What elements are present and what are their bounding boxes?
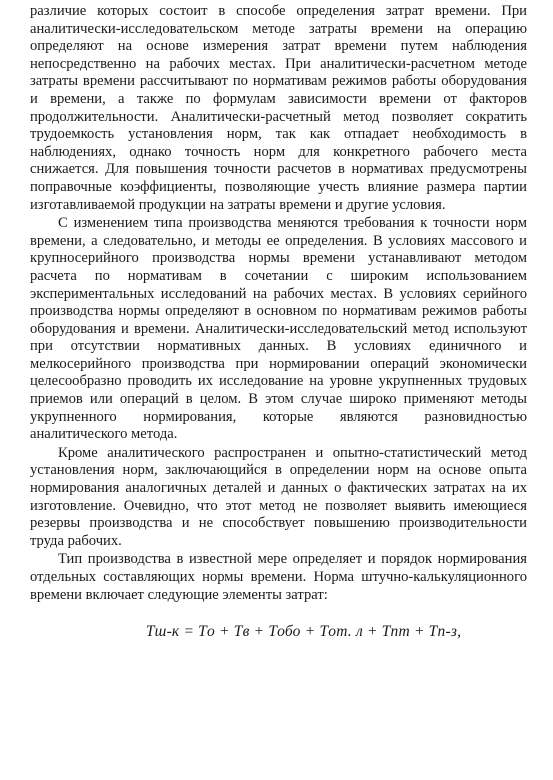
paragraph-3: Кроме аналитического распространен и опытно-статистический метод установления норм, заключающийся в определении норм на основе опыта нормирования аналогичных деталей и данных о фактических затратах на их изготовление. Очевидно, что этот метод не позволяет выявить имеющиеся резервы производства и не способствует повышению производительности труда рабочих. bbox=[30, 444, 527, 549]
paragraph-1: различие которых состоит в способе определения затрат времени. При аналитически-исследовательском методе затраты времени на операцию определяют на основе измерения затрат времени путем наблюдения непосредственно на рабочих местах. При аналитически-расчетном методе затраты времени рассчитывают по нормативам режимов работы оборудования и времени, а также по формулам зависимости времени от факторов продолжительности. Аналитически-расчетный метод позволяет сократить трудоемкость установления норм, так как отпадает необходимость в наблюдениях, однако точность норм для конкретного рабочего места снижается. Для повышения точности расчетов в нормативах предусмотрены поправочные коэффициенты, позволяющие учесть влияние размера партии изготавливаемой продукции на затраты времени и другие условия. bbox=[30, 3, 527, 213]
paragraph-4: Тип производства в известной мере определяет и порядок нормирования отдельных составляющих нормы времени. Норма штучно-калькуляционного времени включает следующие элементы затрат: bbox=[30, 551, 527, 603]
document-page bbox=[30, 3, 527, 641]
paragraph-2: С изменением типа производства меняются требования к точности норм времени, а следовательно, и методы ее определения. В условиях массового и крупносерийного производства нормы времени устанавливают методом расчета по нормативам в сочетании с широким использованием экспериментальных исследований на рабочих местах. В условиях серийного производства нормы определяют в основном по нормативам режимов работы оборудования и времени. Аналитически-исследовательский метод используют при отсутствии нормативных данных. В условиях единичного и мелкосерийного производства при нормировании операций экономически целесообразно проводить их исследование на уровне укрупненных трудовых приемов или операций в целом. В этом случае широко применяют методы укрупненного нормирования, которые являются разновидностью аналитического метода. bbox=[30, 215, 527, 443]
formula-piece-calculation-time: Tш-к = Tо + Tв + Tобо + Tот. л + Tпт + Tп-з, bbox=[145, 623, 462, 641]
